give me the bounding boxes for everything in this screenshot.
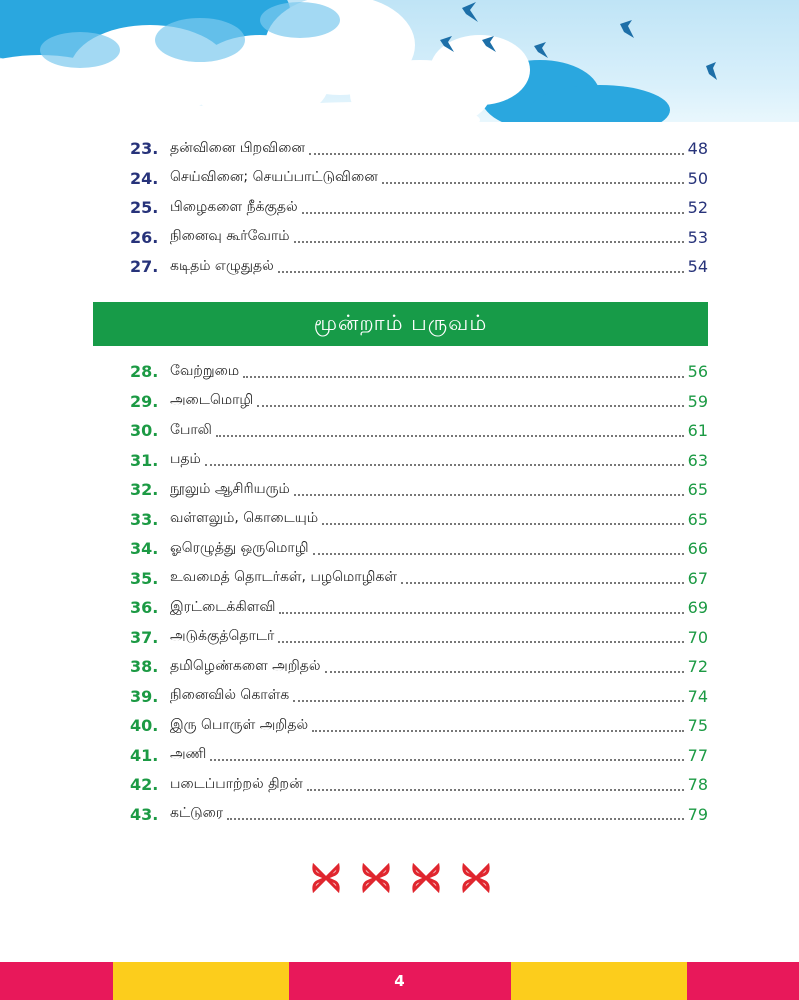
entry-page-number: 50 xyxy=(687,168,708,188)
dot-leader xyxy=(210,753,683,761)
dot-leader xyxy=(243,370,684,378)
entry-page-number: 79 xyxy=(687,804,708,824)
entry-title: அடுக்குத்தொடர் xyxy=(170,628,275,645)
entry-number: 30. xyxy=(130,421,159,441)
entry-title: தன்வினை பிறவினை xyxy=(170,139,305,156)
toc-entry xyxy=(130,534,708,564)
flower-ornament-icon xyxy=(411,863,441,893)
page-number: 4 xyxy=(394,972,405,990)
section-banner xyxy=(93,302,708,346)
toc-entry xyxy=(130,252,708,282)
entry-number: 32. xyxy=(130,480,159,500)
dot-leader xyxy=(293,694,683,702)
toc-entry xyxy=(130,223,708,253)
entry-page-number: 66 xyxy=(687,539,708,559)
entry-page-number: 48 xyxy=(687,139,708,159)
entry-number: 26. xyxy=(130,227,159,247)
entry-page-number: 59 xyxy=(687,391,708,411)
entry-page-number: 70 xyxy=(687,627,708,647)
entry-number: 36. xyxy=(130,598,159,618)
dot-leader xyxy=(312,724,684,732)
sky-clouds-header xyxy=(0,0,799,122)
dot-leader xyxy=(401,576,684,584)
entry-page-number: 54 xyxy=(687,257,708,277)
dot-leader xyxy=(205,458,684,466)
entry-page-number: 52 xyxy=(687,198,708,218)
entry-number: 33. xyxy=(130,509,159,529)
entry-title: கடிதம் எழுதுதல் xyxy=(170,257,274,274)
entry-page-number: 56 xyxy=(687,362,708,382)
toc-entry xyxy=(130,800,708,830)
dot-leader xyxy=(302,206,684,214)
toc-entry xyxy=(130,505,708,535)
entry-number: 25. xyxy=(130,198,159,218)
entry-number: 27. xyxy=(130,257,159,277)
entry-title: வள்ளலும், கொடையும் xyxy=(170,510,319,527)
dot-leader xyxy=(325,665,684,673)
dot-leader xyxy=(313,547,684,555)
entry-page-number: 67 xyxy=(687,568,708,588)
dot-leader xyxy=(257,399,683,407)
contents-list-part-two xyxy=(130,134,708,282)
toc-entry xyxy=(130,164,708,194)
toc-entry xyxy=(130,357,708,387)
toc-entry xyxy=(130,193,708,223)
entry-number: 42. xyxy=(130,775,159,795)
entry-number: 39. xyxy=(130,686,159,706)
toc-entry xyxy=(130,652,708,682)
entry-number: 38. xyxy=(130,657,159,677)
entry-number: 24. xyxy=(130,168,159,188)
entry-page-number: 61 xyxy=(687,421,708,441)
entry-title: அணி xyxy=(170,746,207,763)
entry-number: 35. xyxy=(130,568,159,588)
entry-title: போலி xyxy=(170,421,212,438)
entry-page-number: 65 xyxy=(687,480,708,500)
entry-page-number: 75 xyxy=(687,716,708,736)
entry-page-number: 53 xyxy=(687,227,708,247)
flower-ornament-icon xyxy=(311,863,341,893)
entry-title: அடைமொழி xyxy=(170,392,254,409)
entry-title: இரு பொருள் அறிதல் xyxy=(170,716,309,733)
entry-page-number: 77 xyxy=(687,745,708,765)
footer-bar xyxy=(0,962,799,1000)
entry-title: படைப்பாற்றல் திறன் xyxy=(170,775,303,792)
entry-page-number: 63 xyxy=(687,450,708,470)
entry-title: ஓரெழுத்து ஒருமொழி xyxy=(170,539,309,556)
dot-leader xyxy=(294,235,684,243)
decorative-ornaments xyxy=(311,863,491,897)
toc-entry xyxy=(130,416,708,446)
entry-page-number: 78 xyxy=(687,775,708,795)
section-title: மூன்றாம் பருவம் xyxy=(313,310,488,335)
dot-leader xyxy=(382,176,684,184)
entry-title: தமிழெண்களை அறிதல் xyxy=(170,657,321,674)
entry-title: நூலும் ஆசிரியரும் xyxy=(170,480,290,497)
flower-ornament-icon xyxy=(461,863,491,893)
flower-ornament-icon xyxy=(361,863,391,893)
entry-title: நினைவு கூர்வோம் xyxy=(170,228,290,245)
toc-entry xyxy=(130,741,708,771)
toc-entry xyxy=(130,711,708,741)
dot-leader xyxy=(227,812,684,820)
entry-title: உவமைத் தொடர்கள், பழமொழிகள் xyxy=(170,569,397,586)
toc-entry xyxy=(130,623,708,653)
entry-page-number: 65 xyxy=(687,509,708,529)
entry-number: 31. xyxy=(130,450,159,470)
entry-page-number: 69 xyxy=(687,598,708,618)
entry-number: 41. xyxy=(130,745,159,765)
dot-leader xyxy=(279,606,683,614)
entry-number: 29. xyxy=(130,391,159,411)
dot-leader xyxy=(307,783,684,791)
toc-entry xyxy=(130,475,708,505)
entry-number: 34. xyxy=(130,539,159,559)
dot-leader xyxy=(322,517,684,525)
entry-number: 40. xyxy=(130,716,159,736)
entry-page-number: 72 xyxy=(687,657,708,677)
entry-title: பதம் xyxy=(170,451,201,468)
toc-entry xyxy=(130,593,708,623)
clouds-birds-illustration xyxy=(0,0,799,122)
entry-title: செய்வினை; செயப்பாட்டுவினை xyxy=(170,169,378,186)
toc-entry xyxy=(130,564,708,594)
dot-leader xyxy=(278,635,683,643)
toc-entry xyxy=(130,387,708,417)
dot-leader xyxy=(309,147,684,155)
dot-leader xyxy=(278,265,684,273)
toc-entry xyxy=(130,770,708,800)
entry-page-number: 74 xyxy=(687,686,708,706)
entry-number: 43. xyxy=(130,804,159,824)
entry-number: 37. xyxy=(130,627,159,647)
entry-title: பிழைகளை நீக்குதல் xyxy=(170,198,298,215)
toc-entry xyxy=(130,134,708,164)
entry-number: 23. xyxy=(130,139,159,159)
dot-leader xyxy=(216,429,684,437)
toc-entry xyxy=(130,682,708,712)
entry-title: வேற்றுமை xyxy=(170,362,240,379)
entry-title: கட்டுரை xyxy=(170,805,224,822)
entry-number: 28. xyxy=(130,362,159,382)
entry-title: இரட்டைக்கிளவி xyxy=(170,598,276,615)
dot-leader xyxy=(294,488,684,496)
entry-title: நினைவில் கொள்க xyxy=(170,687,290,704)
contents-list-part-three xyxy=(130,357,708,829)
toc-entry xyxy=(130,446,708,476)
